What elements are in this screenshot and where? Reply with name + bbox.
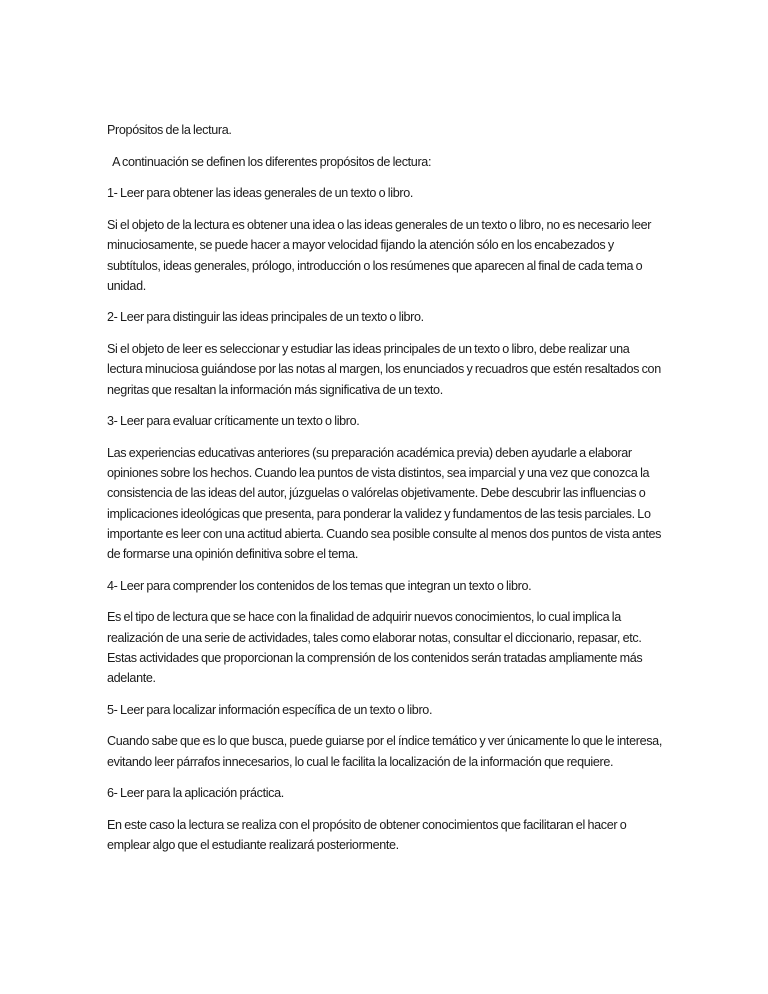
section-body-6: En este caso la lectura se realiza con el propósito de obtener conocimientos que facilitaran el hacer o emplear algo que el estudiante realizará posteriormente. xyxy=(107,817,627,853)
section-body-1: Si el objeto de la lectura es obtener una idea o las ideas generales de un texto o libro, no es necesario leer minuciosamente, se puede hacer a mayor velocidad fijando la atención sólo en los encabezados y subtítulos, ideas generales, prólogo, introducción o los resúmenes que aparecen al final de cada tema o unidad. xyxy=(107,218,652,293)
section-heading-4: 4- Leer para comprender los contenidos de los temas que integran un texto o libro. xyxy=(107,578,532,593)
document-body xyxy=(107,120,663,867)
section-body-3: Las experiencias educativas anteriores (su preparación académica previa) deben ayudarle a elaborar opiniones sobre los hechos. Cuando lea puntos de vista distintos, sea imparcial y una vez que conozca la consistencia de las ideas del autor, júzguelas o valórelas objetivamente. Debe descubrir las influencias o implicaciones ideológicas que presenta, para ponderar la validez y fundamentos de las tesis parciales. Lo importante es leer con una actitud abierta. Cuando sea posible consulte al menos dos puntos de vista antes de formarse una opinión definitiva sobre el tema. xyxy=(107,445,662,561)
section-heading-1: 1- Leer para obtener las ideas generales de un texto o libro. xyxy=(107,186,414,201)
section-heading-3: 3- Leer para evaluar críticamente un texto o libro. xyxy=(107,414,360,429)
section-heading-6: 6- Leer para la aplicación práctica. xyxy=(107,786,284,801)
document-title: Propósitos de la lectura. xyxy=(107,123,232,137)
section-body-5: Cuando sabe que es lo que busca, puede guiarse por el índice temático y ver únicamente lo que le interesa, evitando leer párrafos innecesarios, lo cual le facilita la localización de la información que requiere. xyxy=(107,734,662,769)
section-body-4: Es el tipo de lectura que se hace con la finalidad de adquirir nuevos conocimientos, lo cual implica la realización de una serie de actividades, tales como elaborar notas, consultar el diccionario, repasar, etc. Estas actividades que proporcionan la comprensión de los contenidos serán tratadas ampliamente más adelante. xyxy=(107,610,643,685)
section-heading-5: 5- Leer para localizar información específica de un texto o libro. xyxy=(107,702,433,717)
section-body-2: Si el objeto de leer es seleccionar y estudiar las ideas principales de un texto o libro, debe realizar una lectura minuciosa guiándose por las notas al margen, los enunciados y recuadros que estén resaltados con negritas que resaltan la información más significativa de un texto. xyxy=(107,342,661,397)
intro-paragraph: A continuación se definen los diferentes propósitos de lectura: xyxy=(107,154,432,169)
section-heading-2: 2- Leer para distinguir las ideas principales de un texto o libro. xyxy=(107,310,424,325)
